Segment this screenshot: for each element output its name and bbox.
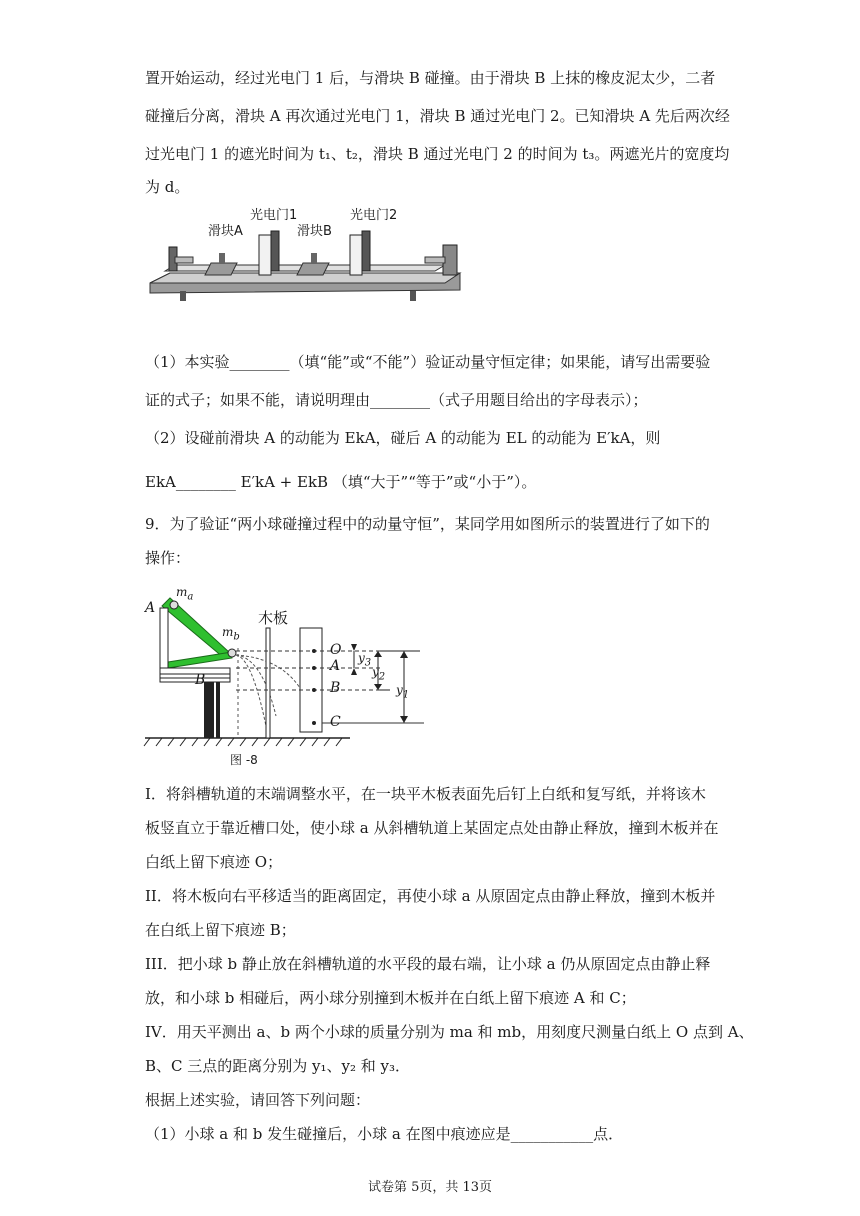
intro-line-1: 置开始运动，经过光电门 1 后，与滑块 B 碰撞。由于滑块 B 上抹的橡皮泥太少，二者 <box>145 69 716 87</box>
q9-stem-line1: 9．为了验证“两小球碰撞过程中的动量守恒”，某同学用如图所示的装置进行了如下的 <box>145 515 710 533</box>
q8-part1-line1: （1）本实验________（填“能”或“不能”）验证动量守恒定律；如果能，请写出需要验 <box>145 353 711 371</box>
label-A-board: A <box>330 658 341 674</box>
label-board: 木板 <box>258 609 289 627</box>
page-footer: 试卷第 5页，共 13页 <box>367 1180 493 1195</box>
q9-step-line6: III．把小球 b 静止放在斜槽轨道的水平段的最右端，让小球 a 仍从原固定点由静止释 <box>145 955 711 973</box>
label-y2: $y_2$ <box>372 665 386 683</box>
label-y3: $y_3$ <box>358 651 372 669</box>
q9-stem-line2: 操作： <box>145 549 191 567</box>
q9-step-line4: II．将木板向右平移适当的距离固定，再使小球 a 从原固定点由静止释放，撞到木板并 <box>145 887 716 905</box>
label-y1: $y_1$ <box>396 683 410 701</box>
label-slider-b: 滑块B <box>297 224 332 239</box>
q9-step-line10: 根据上述实验，请回答下列问题： <box>145 1091 371 1109</box>
label-O: O <box>330 642 342 658</box>
label-A-ramp: A <box>145 600 156 616</box>
label-C-board: C <box>330 714 341 730</box>
air-track-figure <box>145 205 465 305</box>
q9-step-line1: I．将斜槽轨道的末端调整水平，在一块平木板表面先后钉上白纸和复写纸，并将该木 <box>145 785 706 803</box>
q9-step-line11: （1）小球 a 和 b 发生碰撞后，小球 a 在图中痕迹应是___________点． <box>145 1125 624 1143</box>
q9-step-line8: IV．用天平测出 a、b 两个小球的质量分别为 ma 和 mb，用刻度尺测量白纸上 O 点到 A、 <box>145 1023 754 1041</box>
label-B-board: B <box>330 680 341 696</box>
q8-part1-line2: 证的式子；如果不能，请说明理由________（式子用题目给出的字母表示）； <box>145 391 648 409</box>
label-gate-2: 光电门2 <box>350 208 398 223</box>
label-gate-1: 光电门1 <box>250 208 298 223</box>
q9-step-line2: 板竖直立于靠近槽口处，使小球 a 从斜槽轨道上某固定点处由静止释放，撞到木板并在 <box>145 819 719 837</box>
figure-caption: 图 -8 <box>230 753 258 767</box>
q9-step-line9: B、C 三点的距离分别为 y₁、y₂ 和 y₃． <box>145 1057 411 1075</box>
intro-line-2: 碰撞后分离，滑块 A 再次通过光电门 1，滑块 B 通过光电门 2。已知滑块 A 先后两次经 <box>145 107 730 125</box>
intro-line-3: 过光电门 1 的遮光时间为 t₁、t₂，滑块 B 通过光电门 2 的时间为 t₃。两遮光片的宽度均 <box>145 145 730 163</box>
q8-part2-line2: EkA________ E′kA + EkB （填“大于”“等于”或“小于”）。 <box>145 473 537 491</box>
q8-part2-line1: （2）设碰前滑块 A 的动能为 EkA，碰后 A 的动能为 EL 的动能为 E′kA，则 <box>145 429 661 447</box>
label-ma: $m_a$ <box>176 585 194 603</box>
label-mb: $m_b$ <box>222 625 240 643</box>
q9-step-line7: 放，和小球 b 相碰后，两小球分别撞到木板并在白纸上留下痕迹 A 和 C； <box>145 989 636 1007</box>
q9-step-line3: 白纸上留下痕迹 O； <box>145 853 283 871</box>
label-B-stand: B <box>195 672 206 688</box>
label-slider-a: 滑块A <box>208 224 243 239</box>
q9-step-line5: 在白纸上留下痕迹 B； <box>145 921 296 939</box>
intro-line-4: 为 d。 <box>145 178 190 196</box>
